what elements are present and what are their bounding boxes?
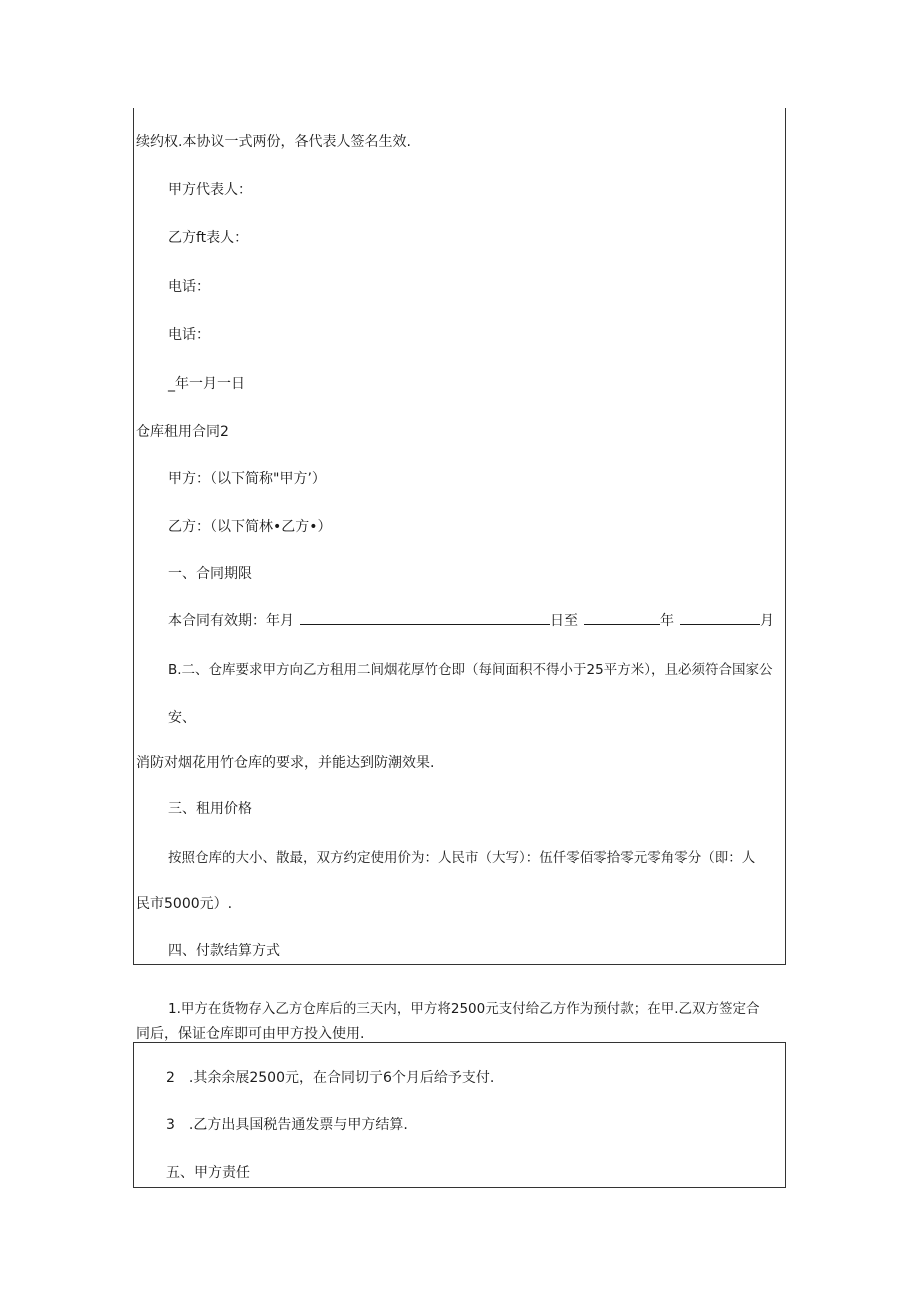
text-line: 甲方代表人： xyxy=(168,182,252,198)
blank-underline xyxy=(584,612,660,625)
heading: 五、甲方责任 xyxy=(166,1165,250,1181)
text-line: 1.甲方在货物存入乙方仓库后的三天内，甲方将2500元支付给乙方作为预付款；在甲.乙双方签定合 xyxy=(168,1001,760,1017)
blank-underline xyxy=(680,612,760,625)
text-line: 安、 xyxy=(168,710,196,726)
heading: 一、合同期限 xyxy=(168,566,252,582)
text-segment: 年 xyxy=(660,613,674,629)
text-line: 3 .乙方出具国税告通发票与甲方结算. xyxy=(166,1117,408,1133)
text-line: 按照仓库的大小、散最，双方约定使用价为：人民市（大写）：伍仟零佰零拾零元零角零分（即：人 xyxy=(168,850,756,866)
text-segment: 日至 xyxy=(550,613,578,629)
text-line: 乙方：（以下简林•乙方•） xyxy=(168,519,332,535)
text-line: 2 .其余余展2500元，在合同切亍6个月后给予支付. xyxy=(166,1070,495,1086)
text-line: _年一月一日 xyxy=(168,376,245,392)
heading: 四、付款结算方式 xyxy=(168,943,280,959)
text-line: 同后，保证仓库即可由甲方投入使用. xyxy=(136,1026,365,1042)
text-line: 消防对烟花用竹仓库的要求，并能达到防潮效果. xyxy=(136,755,435,771)
text-line: 民市5000元）. xyxy=(136,896,233,912)
heading: 三、租用价格 xyxy=(168,801,252,817)
text-segment: 本合同有效期：年月 xyxy=(168,613,294,629)
text-line: 甲方：（以下简称"甲方’） xyxy=(168,471,326,487)
text-line: 电话： xyxy=(168,279,210,295)
text-line: 续约权.本协议一式两份，各代表人签名生效. xyxy=(136,134,411,150)
validity-line xyxy=(168,612,774,630)
section-title: 仓库租用合同2 xyxy=(136,424,229,440)
text-line: 乙方ft表人： xyxy=(168,230,249,246)
text-segment: 月 xyxy=(760,613,774,629)
text-line: B.二、仓库要求甲方向乙方租用二间烟花厚竹仓即（每间面积不得小于25平方米），且必须符合国家公 xyxy=(168,662,773,678)
text-line: 电话： xyxy=(168,327,210,343)
blank-underline xyxy=(300,612,550,625)
